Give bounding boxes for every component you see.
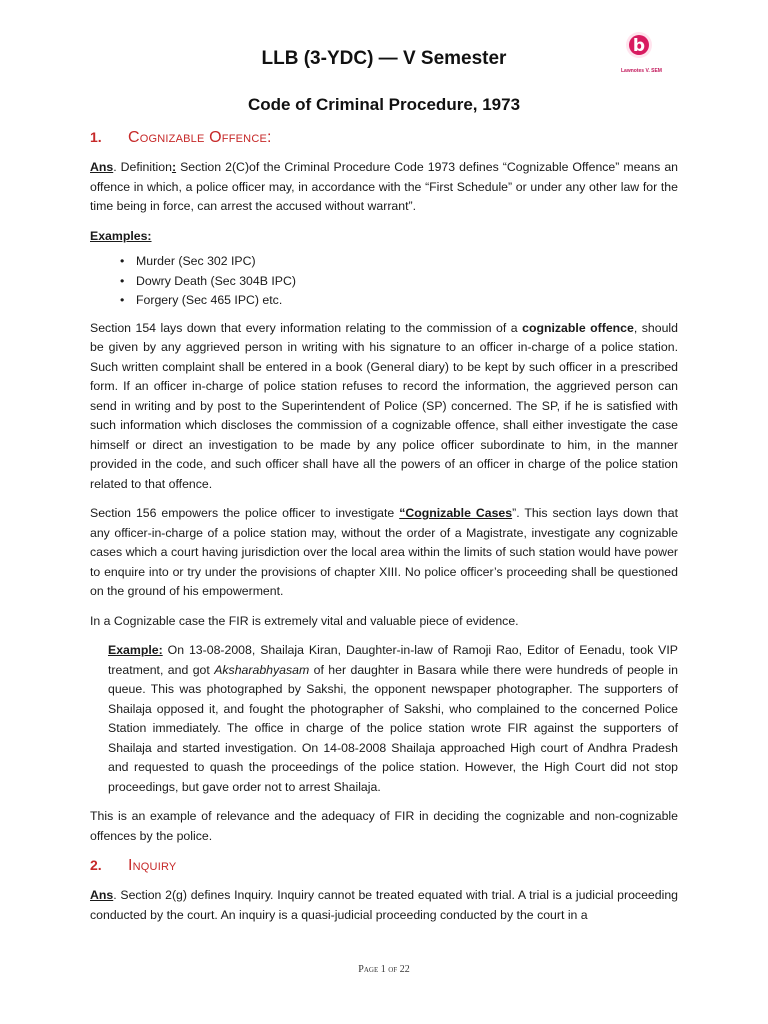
section-title: Cognizable Offence: (128, 129, 272, 146)
para-text: . Section 2(g) defines Inquiry. Inquiry cannot be treated equated with trial. A trial is a judicial proceeding conducted by the court. An inquiry is a quasi-judicial proceeding conducted by the court in a (90, 888, 678, 922)
definition-paragraph (90, 158, 678, 217)
list-item: • Murder (Sec 302 IPC) (136, 252, 678, 272)
logo-letter: b (632, 36, 646, 56)
definition-prefix: . Definition (113, 160, 172, 174)
document-title: Code of Criminal Procedure, 1973 (247, 95, 521, 114)
example-paragraph (108, 641, 678, 797)
inquiry-paragraph (90, 886, 678, 925)
cognizable-cases-term: “Cognizable Cases (399, 506, 513, 520)
lawnotes-logo (621, 28, 662, 76)
para-text: Section 156 empowers the police officer to investigate (90, 506, 400, 520)
para-text: of her daughter in Basara while there were hundreds of people in queue. This was photographed by Sakshi, the opponent newspaper photographer. The supporters of Shailaja opposed it, and fought the photographer of Sakshi, who complained to the concerned Police Station immediately. The office in charge of the police station wrote FIR against the supporters of Shailaja and started investigation. On 14-08-2008 Shailaja approached High court of Andhra Pradesh and requested to quash the proceedings of the police station. However, the High Court did not stop proceedings, but gave order not to arrest Shailaja. (108, 662, 678, 794)
fir-paragraph: In a Cognizable case the FIR is extremely vital and valuable piece of evidence. (90, 613, 519, 628)
examples-heading: Examples: (90, 228, 152, 243)
section-154-paragraph (90, 319, 678, 495)
lawnotes-logo-icon (625, 28, 653, 62)
section-number: 1. (90, 129, 102, 145)
definition-text: Section 2(C)of the Criminal Procedure Code 1973 defines “Cognizable Offence” means an offence in which, a police officer may, in accordance with the “First Schedule” or under any other law for the time being in force, can arrest the accused without warrant”. (90, 160, 678, 213)
cognizable-offence-term: cognizable offence (522, 320, 634, 335)
list-item: • Forgery (Sec 465 IPC) etc. (136, 291, 678, 311)
definition-colon: : (171, 160, 177, 174)
closing-paragraph: This is an example of relevance and the adequacy of FIR in deciding the cognizable and non-cognizable offences by the police. (90, 809, 678, 843)
section-heading-inquiry (90, 856, 678, 878)
page-number: Page 1 of 22 (358, 964, 410, 975)
list-item: • Dowry Death (Sec 304B IPC) (136, 272, 678, 292)
logo-caption: Lawnotes V. SEM (621, 68, 662, 74)
para-text: , should be given by any aggrieved person in writing with his signature to an officer in-charge of a police station. Such written complaint shall be entered in a book (General diary) to be kept by such officer in a prescribed form. If an officer in-charge of police station refuses to record the information, the aggrieved person can send in writing and by post to the Superintendent of Police (SP) concerned. The SP, if he is satisfied with such information which discloses the commission of a cognizable offence, shall either investigate the case himself or direct an investigation to be made by any police officer subordinate to him, in the manner provided in the code, and such officer shall have all the powers of an officer in charge of the police station related to that offence. (90, 320, 679, 491)
section-title: Inquiry (128, 857, 177, 874)
ans-label: Ans (90, 160, 114, 174)
para-text: Section 154 lays down that every information relating to the commission of a (90, 320, 523, 335)
document-body (90, 128, 678, 935)
ans-label: Ans (90, 888, 114, 902)
para-text: ”. This section lays down that any officer-in-charge of a police station may, without the order of a Magistrate, investigate any cognizable cases which a court having jurisdiction over the local area within the limits of such station would have power to enquire into or try under the provisions of chapter XIII. No police officer’s proceeding shall be questioned on the ground of his empowerment. (90, 506, 679, 598)
section-number: 2. (90, 857, 102, 873)
para-text: On 13-08-2008, Shailaja Kiran, Daughter-in-law of Ramoji Rao, Editor of Eenadu, took VIP treatment, and got (108, 643, 678, 677)
aksharabhyasam-term: Aksharabhyasam (214, 662, 310, 677)
section-156-paragraph (90, 504, 678, 602)
example-label: Example: (108, 643, 163, 657)
examples-list (90, 252, 678, 311)
section-heading-cognizable-offence (90, 128, 678, 150)
course-title: LLB (3-YDC) — V Semester (261, 48, 507, 69)
